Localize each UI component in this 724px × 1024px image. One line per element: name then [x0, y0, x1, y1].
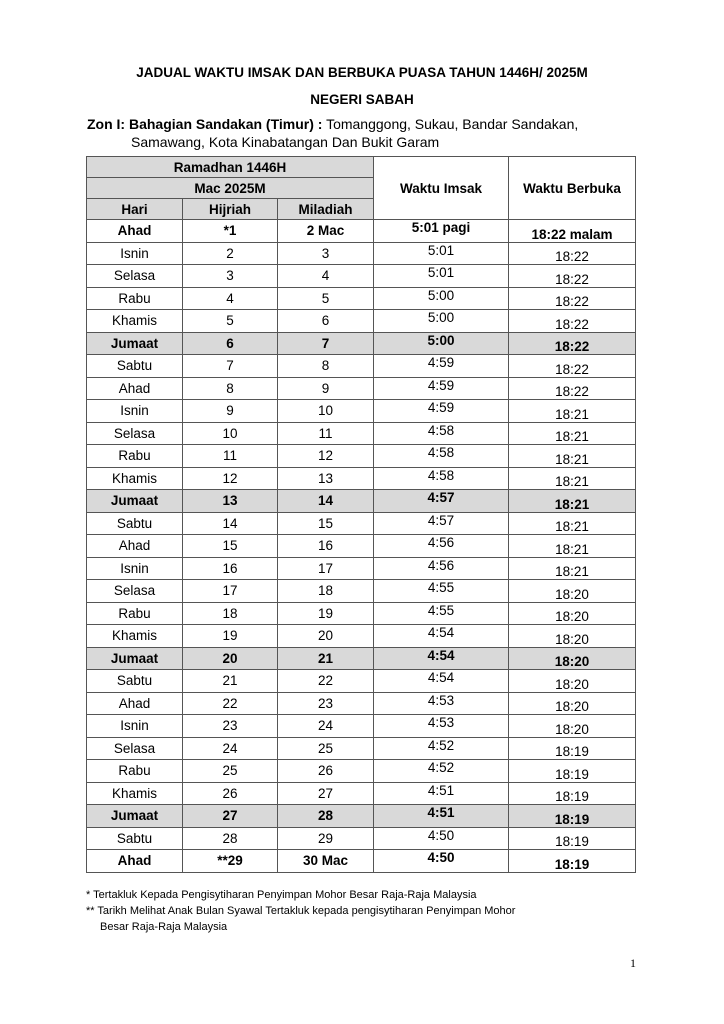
cell-hijriah: 3	[183, 265, 278, 288]
cell-imsak: 4:59	[374, 400, 509, 423]
cell-imsak: 5:01	[374, 265, 509, 288]
cell-miladiah: 2 Mac	[278, 220, 374, 243]
table-row	[87, 760, 636, 783]
table-row	[87, 737, 636, 760]
table-row	[87, 445, 636, 468]
cell-hijriah: 20	[183, 647, 278, 670]
table-row	[87, 557, 636, 580]
cell-miladiah: 5	[278, 287, 374, 310]
cell-hijriah: 8	[183, 377, 278, 400]
cell-hari: Jumaat	[87, 332, 183, 355]
cell-berbuka: 18:19	[509, 805, 636, 828]
table-row	[87, 850, 636, 873]
cell-imsak: 5:00	[374, 287, 509, 310]
header-hijriah: Hijriah	[183, 199, 278, 220]
cell-miladiah: 18	[278, 580, 374, 603]
cell-hijriah: 23	[183, 715, 278, 738]
cell-hijriah: 17	[183, 580, 278, 603]
cell-berbuka: 18:22	[509, 355, 636, 378]
cell-hari: Khamis	[87, 782, 183, 805]
cell-berbuka: 18:20	[509, 692, 636, 715]
cell-hijriah: 12	[183, 467, 278, 490]
cell-imsak: 4:54	[374, 647, 509, 670]
cell-hari: Rabu	[87, 760, 183, 783]
cell-berbuka: 18:21	[509, 467, 636, 490]
cell-hari: Jumaat	[87, 805, 183, 828]
cell-berbuka: 18:22	[509, 310, 636, 333]
cell-hijriah: 22	[183, 692, 278, 715]
cell-miladiah: 28	[278, 805, 374, 828]
cell-hijriah: 9	[183, 400, 278, 423]
cell-hari: Ahad	[87, 535, 183, 558]
cell-hari: Rabu	[87, 287, 183, 310]
cell-imsak: 4:51	[374, 805, 509, 828]
cell-miladiah: 14	[278, 490, 374, 513]
table-row	[87, 625, 636, 648]
cell-hari: Sabtu	[87, 512, 183, 535]
table-row	[87, 310, 636, 333]
cell-hijriah: 10	[183, 422, 278, 445]
cell-imsak: 4:58	[374, 445, 509, 468]
cell-imsak: 4:56	[374, 557, 509, 580]
cell-berbuka: 18:19	[509, 850, 636, 873]
cell-hari: Isnin	[87, 242, 183, 265]
table-row	[87, 715, 636, 738]
cell-berbuka: 18:20	[509, 625, 636, 648]
table-row	[87, 692, 636, 715]
cell-miladiah: 22	[278, 670, 374, 693]
cell-miladiah: 7	[278, 332, 374, 355]
cell-hijriah: 26	[183, 782, 278, 805]
cell-hijriah: 24	[183, 737, 278, 760]
cell-imsak: 4:54	[374, 625, 509, 648]
zone-areas-line1: Tomanggong, Sukau, Bandar Sandakan,	[322, 116, 579, 132]
cell-imsak: 4:56	[374, 535, 509, 558]
table-row	[87, 580, 636, 603]
cell-hari: Khamis	[87, 467, 183, 490]
cell-imsak: 4:55	[374, 580, 509, 603]
cell-berbuka: 18:19	[509, 782, 636, 805]
table-row	[87, 512, 636, 535]
cell-miladiah: 15	[278, 512, 374, 535]
table-row	[87, 805, 636, 828]
document-title: JADUAL WAKTU IMSAK DAN BERBUKA PUASA TAHUN 1446H/ 2025M	[136, 65, 588, 80]
cell-imsak: 4:52	[374, 737, 509, 760]
header-imsak: Waktu Imsak	[374, 157, 509, 220]
cell-miladiah: 23	[278, 692, 374, 715]
table-row	[87, 355, 636, 378]
footnote-2-cont: Besar Raja-Raja Malaysia	[100, 921, 228, 933]
cell-hari: Isnin	[87, 715, 183, 738]
cell-berbuka: 18:22	[509, 287, 636, 310]
footnote-2: ** Tarikh Melihat Anak Bulan Syawal Tertakluk kepada pengisytiharan Penyimpan Mohor	[86, 905, 516, 917]
cell-berbuka: 18:20	[509, 715, 636, 738]
table-row	[87, 535, 636, 558]
cell-imsak: 5:00	[374, 310, 509, 333]
cell-miladiah: 17	[278, 557, 374, 580]
table-row	[87, 602, 636, 625]
cell-berbuka: 18:22	[509, 265, 636, 288]
cell-hijriah: 4	[183, 287, 278, 310]
cell-hari: Ahad	[87, 220, 183, 243]
cell-berbuka: 18:19	[509, 737, 636, 760]
cell-hari: Ahad	[87, 850, 183, 873]
cell-imsak: 4:51	[374, 782, 509, 805]
cell-berbuka: 18:21	[509, 557, 636, 580]
cell-berbuka: 18:21	[509, 535, 636, 558]
cell-imsak: 4:57	[374, 490, 509, 513]
cell-miladiah: 29	[278, 827, 374, 850]
footnote-1: * Tertakluk Kepada Pengisytiharan Penyimpan Mohor Besar Raja-Raja Malaysia	[86, 889, 477, 901]
cell-imsak: 4:59	[374, 377, 509, 400]
cell-miladiah: 4	[278, 265, 374, 288]
cell-miladiah: 9	[278, 377, 374, 400]
table-row	[87, 490, 636, 513]
cell-hari: Ahad	[87, 692, 183, 715]
cell-hari: Jumaat	[87, 490, 183, 513]
cell-imsak: 4:58	[374, 422, 509, 445]
cell-miladiah: 16	[278, 535, 374, 558]
cell-berbuka: 18:19	[509, 760, 636, 783]
cell-hari: Selasa	[87, 580, 183, 603]
zone-label: Zon I: Bahagian Sandakan (Timur) :	[87, 116, 323, 132]
cell-hijriah: 11	[183, 445, 278, 468]
table-row	[87, 647, 636, 670]
cell-imsak: 4:58	[374, 467, 509, 490]
cell-imsak: 4:53	[374, 692, 509, 715]
cell-berbuka: 18:21	[509, 445, 636, 468]
cell-hari: Sabtu	[87, 827, 183, 850]
cell-miladiah: 11	[278, 422, 374, 445]
cell-berbuka: 18:19	[509, 827, 636, 850]
cell-imsak: 4:59	[374, 355, 509, 378]
zone-areas-line2: Samawang, Kota Kinabatangan Dan Bukit Garam	[131, 134, 440, 150]
cell-hari: Ahad	[87, 377, 183, 400]
cell-miladiah: 25	[278, 737, 374, 760]
cell-hari: Sabtu	[87, 670, 183, 693]
table-row	[87, 287, 636, 310]
table-row	[87, 827, 636, 850]
cell-imsak: 5:01 pagi	[374, 220, 509, 243]
cell-imsak: 5:01	[374, 242, 509, 265]
cell-hijriah: *1	[183, 220, 278, 243]
header-mac: Mac 2025M	[87, 178, 374, 199]
cell-hijriah: 7	[183, 355, 278, 378]
cell-imsak: 4:55	[374, 602, 509, 625]
cell-hari: Selasa	[87, 265, 183, 288]
cell-hijriah: 18	[183, 602, 278, 625]
cell-hijriah: 13	[183, 490, 278, 513]
cell-imsak: 4:54	[374, 670, 509, 693]
cell-berbuka: 18:20	[509, 602, 636, 625]
table-row	[87, 265, 636, 288]
cell-imsak: 4:52	[374, 760, 509, 783]
table-row	[87, 782, 636, 805]
cell-hijriah: 16	[183, 557, 278, 580]
cell-miladiah: 13	[278, 467, 374, 490]
cell-berbuka: 18:21	[509, 512, 636, 535]
cell-hijriah: 21	[183, 670, 278, 693]
table-row	[87, 332, 636, 355]
cell-imsak: 4:57	[374, 512, 509, 535]
cell-hari: Selasa	[87, 737, 183, 760]
cell-hijriah: 6	[183, 332, 278, 355]
cell-hijriah: **29	[183, 850, 278, 873]
cell-hari: Jumaat	[87, 647, 183, 670]
cell-miladiah: 6	[278, 310, 374, 333]
cell-hijriah: 19	[183, 625, 278, 648]
page-number: 1	[630, 956, 636, 970]
cell-imsak: 4:50	[374, 850, 509, 873]
table-row	[87, 670, 636, 693]
cell-berbuka: 18:20	[509, 580, 636, 603]
footnotes	[86, 887, 686, 935]
cell-berbuka: 18:22	[509, 332, 636, 355]
cell-miladiah: 21	[278, 647, 374, 670]
cell-miladiah: 8	[278, 355, 374, 378]
cell-miladiah: 19	[278, 602, 374, 625]
cell-imsak: 4:53	[374, 715, 509, 738]
cell-imsak: 5:00	[374, 332, 509, 355]
table-row	[87, 377, 636, 400]
header-berbuka: Waktu Berbuka	[509, 157, 636, 220]
cell-berbuka: 18:21	[509, 490, 636, 513]
table-row	[87, 422, 636, 445]
schedule-table	[86, 156, 636, 873]
cell-hari: Sabtu	[87, 355, 183, 378]
cell-berbuka: 18:22 malam	[509, 220, 636, 243]
state-title: NEGERI SABAH	[310, 92, 414, 107]
cell-hari: Isnin	[87, 400, 183, 423]
cell-hari: Khamis	[87, 310, 183, 333]
cell-berbuka: 18:21	[509, 422, 636, 445]
cell-hijriah: 25	[183, 760, 278, 783]
cell-berbuka: 18:20	[509, 670, 636, 693]
table-row	[87, 242, 636, 265]
cell-miladiah: 10	[278, 400, 374, 423]
cell-hari: Isnin	[87, 557, 183, 580]
cell-imsak: 4:50	[374, 827, 509, 850]
cell-miladiah: 27	[278, 782, 374, 805]
zone-description	[87, 115, 647, 151]
cell-hijriah: 2	[183, 242, 278, 265]
cell-miladiah: 30 Mac	[278, 850, 374, 873]
table-row	[87, 220, 636, 243]
cell-berbuka: 18:21	[509, 400, 636, 423]
cell-miladiah: 24	[278, 715, 374, 738]
cell-hari: Rabu	[87, 445, 183, 468]
cell-berbuka: 18:22	[509, 242, 636, 265]
cell-miladiah: 20	[278, 625, 374, 648]
cell-hijriah: 28	[183, 827, 278, 850]
cell-hari: Rabu	[87, 602, 183, 625]
cell-hari: Khamis	[87, 625, 183, 648]
cell-hijriah: 5	[183, 310, 278, 333]
schedule-body	[87, 220, 636, 873]
cell-hari: Selasa	[87, 422, 183, 445]
header-miladiah: Miladiah	[278, 199, 374, 220]
cell-berbuka: 18:20	[509, 647, 636, 670]
cell-hijriah: 15	[183, 535, 278, 558]
table-row	[87, 400, 636, 423]
cell-miladiah: 3	[278, 242, 374, 265]
cell-miladiah: 26	[278, 760, 374, 783]
cell-berbuka: 18:22	[509, 377, 636, 400]
table-row	[87, 467, 636, 490]
cell-miladiah: 12	[278, 445, 374, 468]
header-ramadhan: Ramadhan 1446H	[87, 157, 374, 178]
cell-hijriah: 14	[183, 512, 278, 535]
header-hari: Hari	[87, 199, 183, 220]
cell-hijriah: 27	[183, 805, 278, 828]
